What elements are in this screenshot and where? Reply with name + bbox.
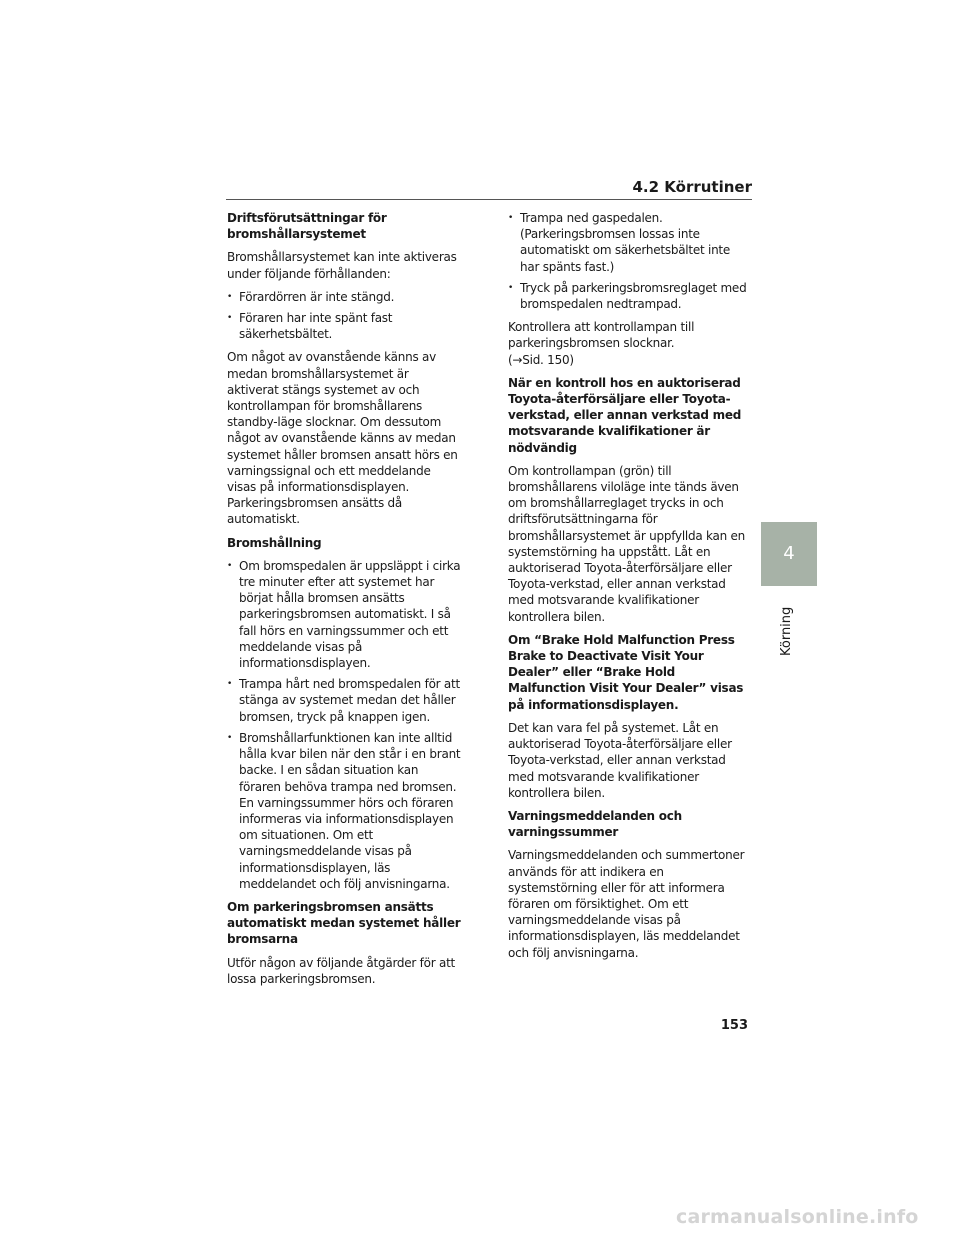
page-reference-link[interactable]: (→Sid. 150)	[508, 352, 574, 367]
heading-parking-brake-auto: Om parkeringsbromsen ansätts automatiskt medan systemet håller bromsarna	[227, 899, 461, 947]
check-indicator-text: Kontrollera att kontrollampan till parkeringsbromsen slocknar.	[508, 320, 695, 351]
paragraph-system-off: Om något av ovanstående känns av medan bromshållarsystemet är aktiverat stängs systemet av och kontrollampan för bromshållarens standby-läge slocknar. Om dessutom något av ovanstående känns av medan systemet håller bromsen ansatt hörs en varningssignal och ett meddelande visas på informationsdisplayen. Parkeringsbromsen ansätts då automatiskt.	[227, 350, 458, 527]
list-item: • Föraren har inte spänt fast säkerhetsbältet.	[227, 310, 463, 342]
chapter-label: Körning	[779, 606, 794, 656]
section-title: 4.2 Körrutiner	[632, 178, 752, 196]
list-item: • Bromshållarfunktionen kan inte alltid hålla kvar bilen när den står i en brant backe. I en sådan situation kan föraren behöva trampa ned bromsen. En varningssummer hörs och föraren informeras via informationsdisplayen om situationen. Om ett varningsmeddelande visas på informationsdisplayen, läs meddelandet och följ anvisningarna.	[227, 730, 463, 892]
list-item: • Trampa ned gaspedalen. (Parkeringsbromsen lossas inte automatiskt om säkerhetsbältet inte har spänts fast.)	[508, 210, 748, 275]
heading-warning-messages: Varningsmeddelanden och varningssummer	[508, 808, 682, 840]
brake-hold-list	[227, 558, 463, 892]
paragraph-cannot-activate: Bromshållarsystemet kan inte aktiveras under följande förhållanden:	[227, 250, 457, 281]
paragraph-system-fault: Det kan vara fel på systemet. Låt en auktoriserad Toyota-återförsäljare eller Toyota-verkstad, eller annan verkstad med motsvarande kvalifikationer kontrollera bilen.	[508, 720, 732, 800]
list-item: • Förardörren är inte stängd.	[227, 289, 463, 305]
heading-malfunction-message: Om “Brake Hold Malfunction Press Brake to Deactivate Visit Your Dealer” eller “Brake Hold Malfunction Visit Your Dealer” visas på informationsdisplayen.	[508, 632, 744, 712]
heading-operating-conditions: Driftsförutsättningar för bromshållarsystemet	[227, 211, 387, 242]
paragraph-release-parking-brake: Utför någon av följande åtgärder för att lossa parkeringsbromsen.	[227, 955, 455, 986]
conditions-list	[227, 289, 463, 343]
heading-dealer-check: När en kontroll hos en auktoriserad Toyota-återförsäljare eller Toyota-verkstad, eller annan verkstad med motsvarande kvalifikationer är nödvändig	[508, 375, 742, 455]
chapter-tab[interactable]: 4	[761, 522, 817, 586]
paragraph-indicator-malfunction: Om kontrollampan (grön) till bromshållarens viloläge inte tänds även om bromshållarreglaget trycks in och driftsförutsättningarna för bromshållarsystemet är uppfyllda kan en systemstörning ha uppstått. Låt en auktoriserad Toyota-återförsäljare eller Toyota-verkstad, eller annan verkstad med motsvarande kvalifikationer kontrollera bilen.	[508, 463, 746, 624]
release-actions-list	[508, 210, 748, 312]
heading-brake-hold: Bromshållning	[227, 535, 322, 550]
paragraph-check-indicator	[508, 319, 748, 368]
list-item: • Om bromspedalen är uppsläppt i cirka tre minuter efter att systemet har börjat hålla bromsen ansätts parkeringsbromsen automatiskt. I så fall hörs en varningssummer och ett meddelande visas på informationsdisplayen.	[227, 558, 463, 671]
left-column	[227, 210, 463, 994]
page-number: 153	[720, 1018, 748, 1033]
watermark: carmanualsonline.info	[676, 1206, 919, 1228]
right-column	[508, 210, 748, 968]
header-divider	[226, 199, 752, 200]
list-item: • Trampa hårt ned bromspedalen för att stänga av systemet medan det håller bromsen, tryck på knappen igen.	[227, 676, 463, 725]
list-item: • Tryck på parkeringsbromsreglaget med bromspedalen nedtrampad.	[508, 280, 748, 312]
paragraph-warning-messages: Varningsmeddelanden och summertoner används för att indikera en systemstörning eller för att informera föraren om försiktighet. Om ett varningsmeddelande visas på informationsdisplayen, läs meddelandet och följ anvisningarna.	[508, 848, 745, 960]
